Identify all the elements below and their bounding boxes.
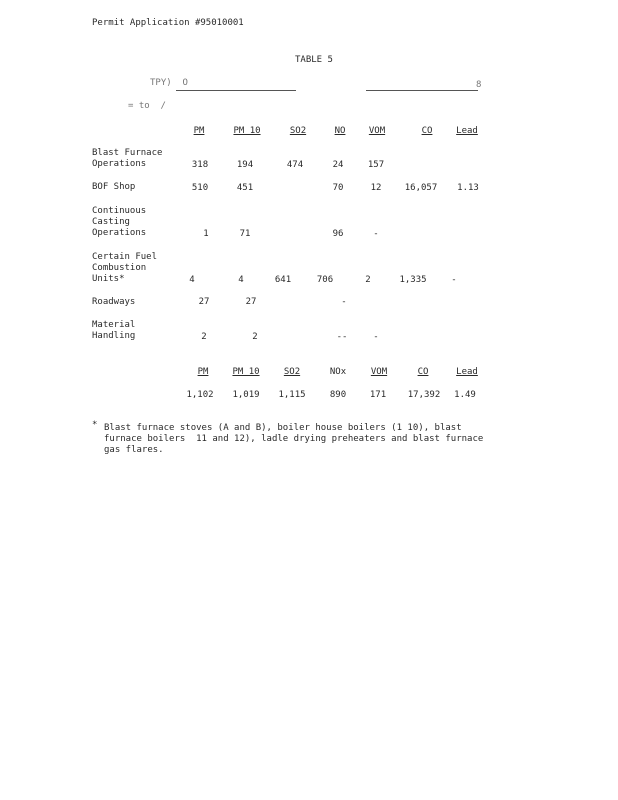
col-header-pm10: PM 10	[233, 126, 261, 136]
table-cell: 474	[286, 160, 304, 170]
table-cell: 1,335	[399, 275, 427, 285]
total-cell: 17,392	[407, 390, 441, 400]
total-cell: 1,019	[232, 390, 260, 400]
table-cell: 2	[365, 275, 371, 285]
totals-header-pm: PM	[197, 367, 209, 377]
row-label: Operations	[92, 228, 147, 238]
total-cell: 890	[329, 390, 347, 400]
table-cell: -	[373, 229, 379, 239]
row-label: Operations	[92, 159, 147, 169]
totals-header-vom: VOM	[370, 367, 388, 377]
table-cell: 16,057	[404, 183, 438, 193]
footnote-marker: *	[92, 420, 98, 430]
table-cell: 641	[274, 275, 292, 285]
table-cell: 157	[367, 160, 385, 170]
total-cell: 1,115	[278, 390, 306, 400]
row-label: Roadways	[92, 297, 136, 307]
col-header-vom: VOM	[368, 126, 386, 136]
table-cell: 1	[203, 229, 209, 239]
table-title: TABLE 5	[295, 55, 333, 65]
footnote-line: furnace boilers 11 and 12), ladle drying preheaters and blast furnace	[104, 434, 484, 444]
total-cell: 171	[369, 390, 387, 400]
table-cell: 27	[198, 297, 210, 307]
subtitle-rule-left	[176, 90, 296, 91]
totals-header-nox: NOx	[329, 367, 347, 377]
table-cell: -	[451, 275, 457, 285]
footnote-line: gas flares.	[104, 445, 164, 455]
row-label: Continuous	[92, 206, 147, 216]
table-cell: 24	[332, 160, 344, 170]
permit-header: Permit Application #95010001	[92, 18, 244, 28]
subtitle-rule-right	[366, 90, 478, 91]
table-cell: 2	[201, 332, 207, 342]
col-header-pm: PM	[193, 126, 205, 136]
table-cell: 2	[252, 332, 258, 342]
col-header-so2: SO2	[289, 126, 307, 136]
totals-header-co: CO	[417, 367, 429, 377]
table-cell: 71	[239, 229, 251, 239]
table-cell: 96	[332, 229, 344, 239]
totals-header-lead: Lead	[456, 367, 478, 377]
col-header-no: NO	[334, 126, 346, 136]
table-cell: 12	[370, 183, 382, 193]
footnote-line: Blast furnace stoves (A and B), boiler house boilers (1 10), blast	[104, 423, 462, 433]
table-cell: 194	[236, 160, 254, 170]
table-cell: 4	[238, 275, 244, 285]
table-subtitle-left: TPY) O	[150, 78, 188, 88]
row-label: Handling	[92, 331, 136, 341]
row-label: Casting	[92, 217, 130, 227]
row-label: Units*	[92, 274, 125, 284]
col-header-co: CO	[421, 126, 433, 136]
row-label: BOF Shop	[92, 182, 136, 192]
table-cell: 27	[245, 297, 257, 307]
totals-header-so2: SO2	[283, 367, 301, 377]
table-cell: 318	[191, 160, 209, 170]
row-label: Blast Furnace	[92, 148, 163, 158]
table-cell: 451	[236, 183, 254, 193]
table-cell: 1.13	[457, 183, 479, 193]
row-label: Certain Fuel	[92, 252, 158, 262]
row-label: Material	[92, 320, 136, 330]
table-cell: -	[341, 297, 347, 307]
table-cell: 4	[189, 275, 195, 285]
totals-header-pm10: PM 10	[232, 367, 260, 377]
table-subtitle-right: 8	[476, 80, 482, 90]
table-cell: -	[373, 332, 379, 342]
table-cell: 70	[332, 183, 344, 193]
total-cell: 1.49	[454, 390, 476, 400]
total-cell: 1,102	[186, 390, 214, 400]
row-label: Combustion	[92, 263, 147, 273]
table-cell: 706	[316, 275, 334, 285]
table-cell: --	[336, 332, 348, 342]
col-header-lead: Lead	[456, 126, 478, 136]
units-label: = to /	[128, 101, 166, 111]
table-cell: 510	[191, 183, 209, 193]
